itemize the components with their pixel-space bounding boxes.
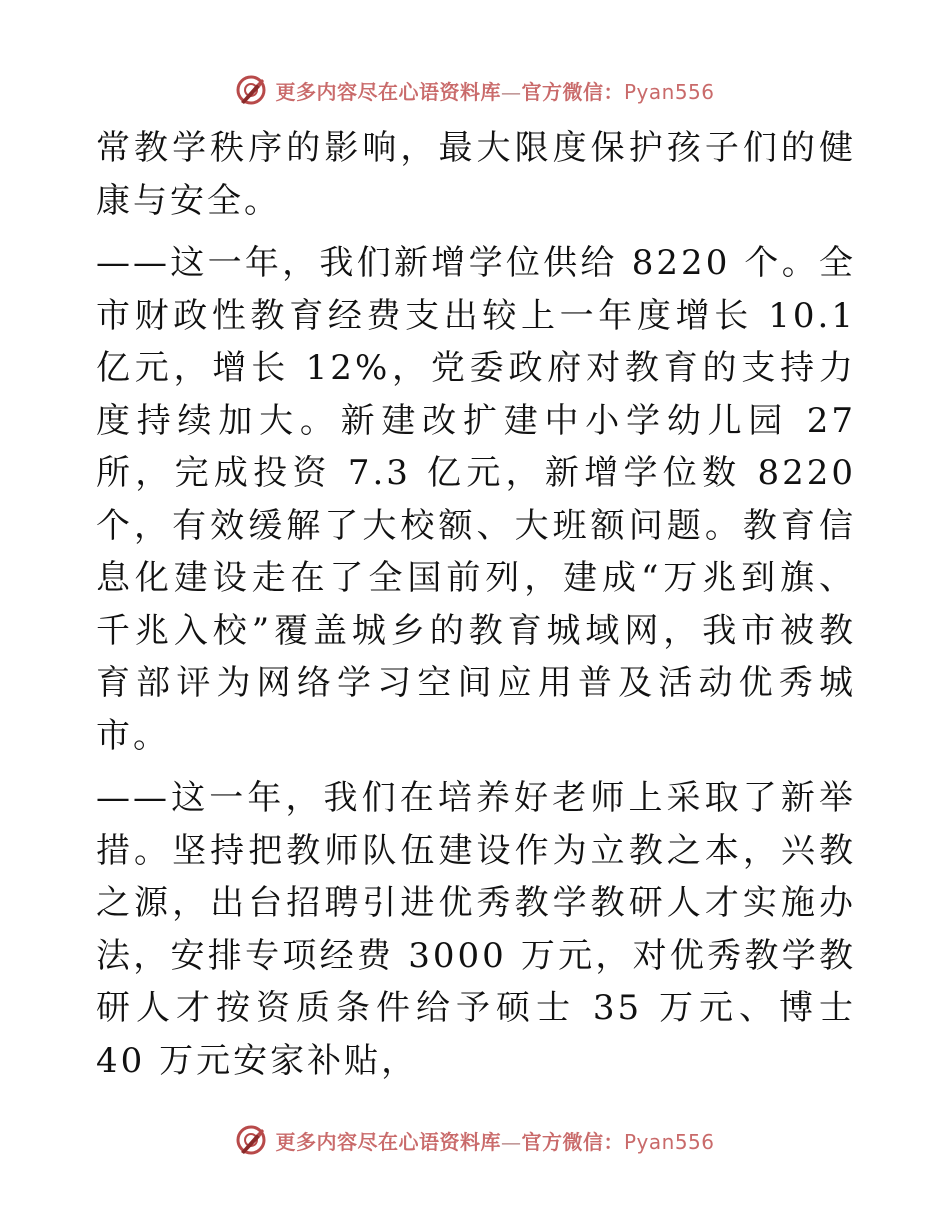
paragraph-3: ——这一年，我们在培养好老师上采取了新举措。坚持把教师队伍建设作为立教之本，兴教之源，出台招聘引进优秀教学教研人才实施办法，安排专项经费 3000 万元，对优秀教学教研人才按资质条件给予硕士 35 万元、博士 40 万元安家补贴， (96, 778, 856, 1081)
banner-wechat-id: Pyan556 (623, 79, 715, 104)
banner-site-text: 更多内容尽在心语资料库 (275, 1129, 501, 1154)
document-body (96, 122, 856, 1087)
banner-wechat-id: Pyan556 (623, 1129, 715, 1154)
paragraph-1: 常教学秩序的影响，最大限度保护孩子们的健康与安全。 (96, 128, 856, 221)
footer-banner (0, 1120, 950, 1160)
paragraph-2: ——这一年，我们新增学位供给 8220 个。全市财政性教育经费支出较上一年度增长 10.1 亿元，增长 12%，党委政府对教育的支持力度持续加大。新建改扩建中小学幼儿园 27 所，完成投资 7.3 亿元，新增学位数 8220 个，有效缓解了大校额、大班额问题。教育信息化建设走在了全国前列，建成“万兆到旗、千兆入校”覆盖城乡的教育城域网，我市被教育部评为网络学习空间应用普及活动优秀城市。 (96, 243, 856, 756)
banner-text (275, 76, 714, 105)
banner-site-text: 更多内容尽在心语资料库 (275, 79, 501, 104)
header-banner (0, 70, 950, 110)
banner-text (275, 1126, 714, 1155)
banner-wechat-label: 官方微信： (521, 1129, 624, 1154)
banner-separator: — (500, 79, 522, 104)
banner-separator: — (500, 1129, 522, 1154)
pen-logo-icon (235, 1124, 267, 1156)
banner-wechat-label: 官方微信： (521, 79, 624, 104)
pen-logo-icon (235, 74, 267, 106)
